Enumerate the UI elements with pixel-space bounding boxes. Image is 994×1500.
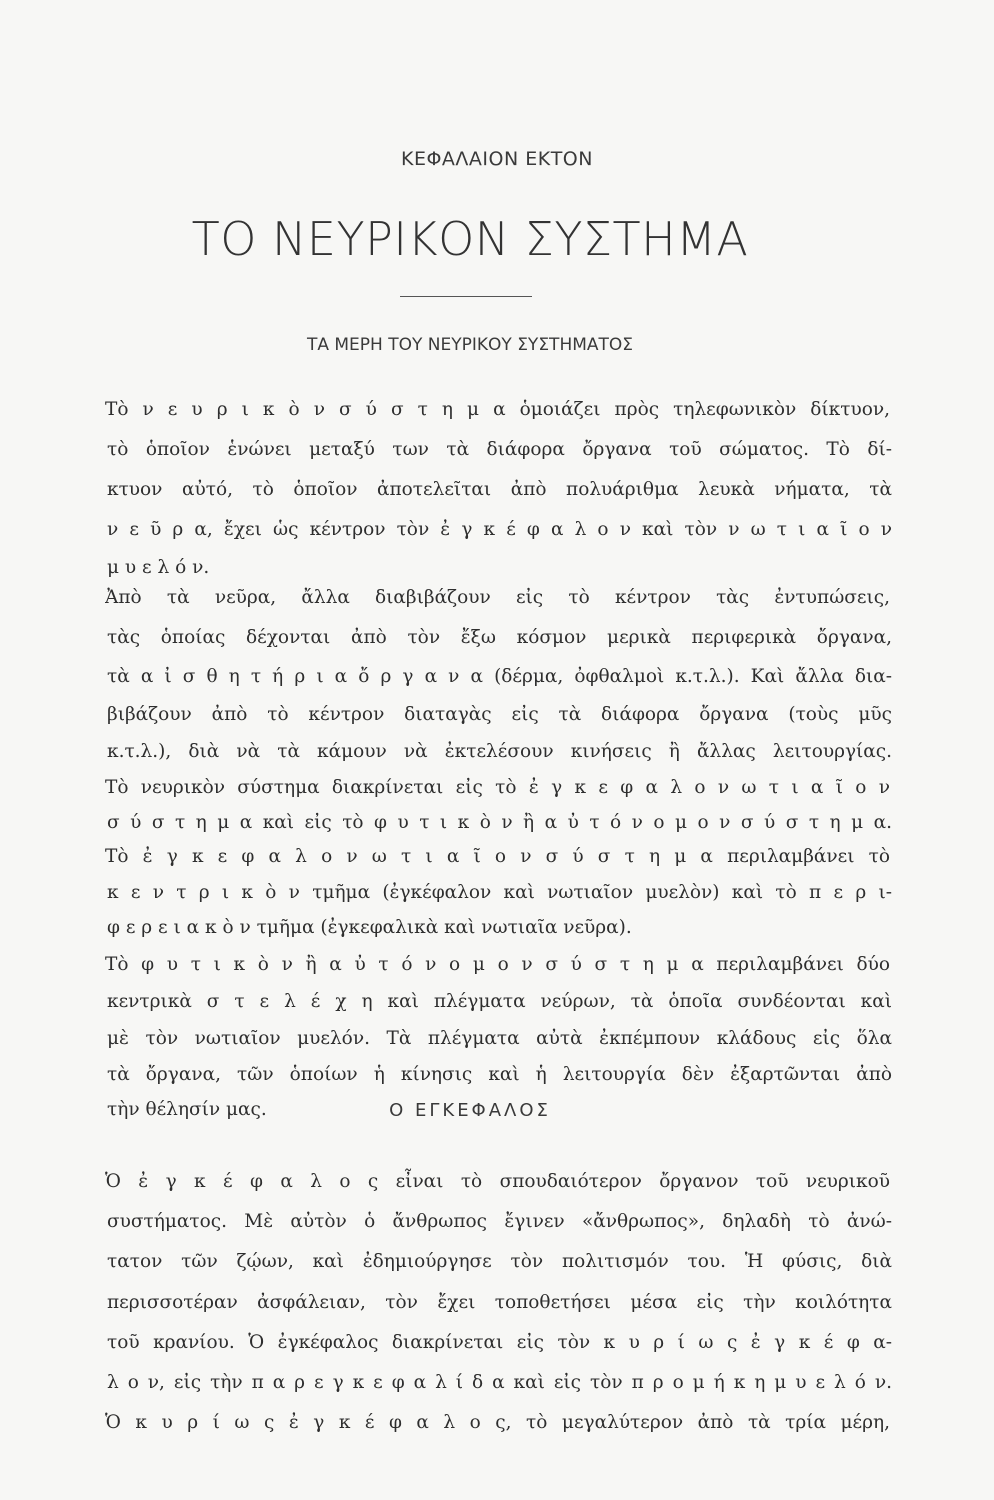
title-divider (400, 296, 532, 297)
text-line: κτυον αὐτό, τὸ ὁποῖον ἀποτελεῖται ἀπὸ πολυάριθμα λευκὰ νήματα, τὰ (107, 479, 892, 500)
section-subtitle: ΤΑ ΜΕΡΗ ΤΟΥ ΝΕΥΡΙΚΟΥ ΣΥΣΤΗΜΑΤΟΣ (306, 335, 634, 355)
text-line: λ ο ν, εἰς τὴν π α ρ ε γ κ ε φ α λ ί δ α καὶ εἰς τὸν π ρ ο μ ή κ η μ υ ε λ ό ν. (107, 1372, 892, 1393)
text-line: σ ύ σ τ η μ α καὶ εἰς τὸ φ υ τ ι κ ὸ ν ἢ α ὐ τ ό ν ο μ ο ν σ ύ σ τ η μ α. (107, 812, 892, 833)
text-line: Ὁ κ υ ρ ί ω ς ἐ γ κ έ φ α λ ο ς, τὸ μεγαλύτερον ἀπὸ τὰ τρία μέρη, (105, 1412, 890, 1433)
text-line: τὰ α ἰ σ θ η τ ή ρ ι α ὄ ρ γ α ν α (δέρμα, ὀφθαλμοὶ κ.τ.λ.). Καὶ ἄλλα δια- (107, 666, 892, 687)
text-line: Τὸ ἐ γ κ ε φ α λ ο ν ω τ ι α ῖ ο ν σ ύ σ τ η μ α περιλαμβάνει τὸ (105, 846, 890, 867)
text-line: τὰ ὄργανα, τῶν ὁποίων ἡ κίνησις καὶ ἡ λειτουργία δὲν ἐξαρτῶνται ἀπὸ (107, 1064, 892, 1085)
text-line: τὸ ὁποῖον ἑνώνει μεταξύ των τὰ διάφορα ὄργανα τοῦ σώματος. Τὸ δί- (107, 439, 892, 460)
text-line: Τὸ νευρικὸν σύστημα διακρίνεται εἰς τὸ ἐ γ κ ε φ α λ ο ν ω τ ι α ῖ ο ν (105, 777, 890, 798)
text-line: τοῦ κρανίου. Ὁ ἐγκέφαλος διακρίνεται εἰς τὸν κ υ ρ ί ω ς ἐ γ κ έ φ α- (107, 1332, 892, 1353)
text-line: κ.τ.λ.), διὰ νὰ τὰ κάμουν νὰ ἐκτελέσουν κινήσεις ἢ ἄλλας λειτουργίας. (107, 741, 892, 762)
text-line: Τὸ φ υ τ ι κ ὸ ν ἢ α ὐ τ ό ν ο μ ο ν σ ύ σ τ η μ α περιλαμβάνει δύο (105, 954, 890, 975)
section-heading: Ο ΕΓΚΕΦΑΛΟΣ (389, 1100, 551, 1121)
text-line: Ὁ ἐ γ κ έ φ α λ ο ς εἶναι τὸ σπουδαιότερον ὄργανον τοῦ νευρικοῦ (105, 1171, 890, 1192)
text-line: μὲ τὸν νωτιαῖον μυελόν. Τὰ πλέγματα αὐτὰ ἐκπέμπουν κλάδους εἰς ὅλα (107, 1028, 892, 1049)
page-title: ΤΟ ΝΕΥΡΙΚΟΝ ΣΥΣΤΗΜΑ (191, 212, 749, 266)
text-line: φ ε ρ ε ι α κ ὸ ν τμῆμα (ἐγκεφαλικὰ καὶ νωτιαῖα νεῦρα). (107, 917, 632, 938)
chapter-label: ΚΕΦΑΛΑΙΟΝ ΕΚΤΟΝ (401, 148, 593, 170)
text-line: μ υ ε λ ό ν. (107, 557, 210, 578)
text-line: συστήματος. Μὲ αὐτὸν ὁ ἄνθρωπος ἔγινεν «ἄνθρωπος», δηλαδὴ τὸ ἀνώ- (107, 1211, 892, 1232)
text-line: Τὸ ν ε υ ρ ι κ ὸ ν σ ύ σ τ η μ α ὁμοιάζει πρὸς τηλεφωνικὸν δίκτυον, (105, 399, 890, 420)
text-line: Ἀπὸ τὰ νεῦρα, ἄλλα διαβιβάζουν εἰς τὸ κέντρον τὰς ἐντυπώσεις, (105, 587, 890, 608)
text-line: τὴν θέλησίν μας. (107, 1099, 267, 1120)
text-line: κεντρικὰ σ τ ε λ έ χ η καὶ πλέγματα νεύρων, τὰ ὁποῖα συνδέονται καὶ (107, 991, 892, 1012)
text-line: βιβάζουν ἀπὸ τὸ κέντρον διαταγὰς εἰς τὰ διάφορα ὄργανα (τοὺς μῦς (107, 704, 892, 725)
text-line: ν ε ῦ ρ α, ἔχει ὡς κέντρον τὸν ἐ γ κ έ φ α λ ο ν καὶ τὸν ν ω τ ι α ῖ ο ν (107, 519, 892, 540)
text-line: κ ε ν τ ρ ι κ ὸ ν τμῆμα (ἐγκέφαλον καὶ νωτιαῖον μυελὸν) καὶ τὸ π ε ρ ι- (107, 882, 892, 903)
text-line: περισσοτέραν ἀσφάλειαν, τὸν ἔχει τοποθετήσει μέσα εἰς τὴν κοιλότητα (107, 1292, 892, 1313)
text-line: τὰς ὁποίας δέχονται ἀπὸ τὸν ἔξω κόσμον μερικὰ περιφερικὰ ὄργανα, (107, 627, 892, 648)
text-line: τατον τῶν ζῴων, καὶ ἐδημιούργησε τὸν πολιτισμόν του. Ἡ φύσις, διὰ (107, 1251, 892, 1272)
